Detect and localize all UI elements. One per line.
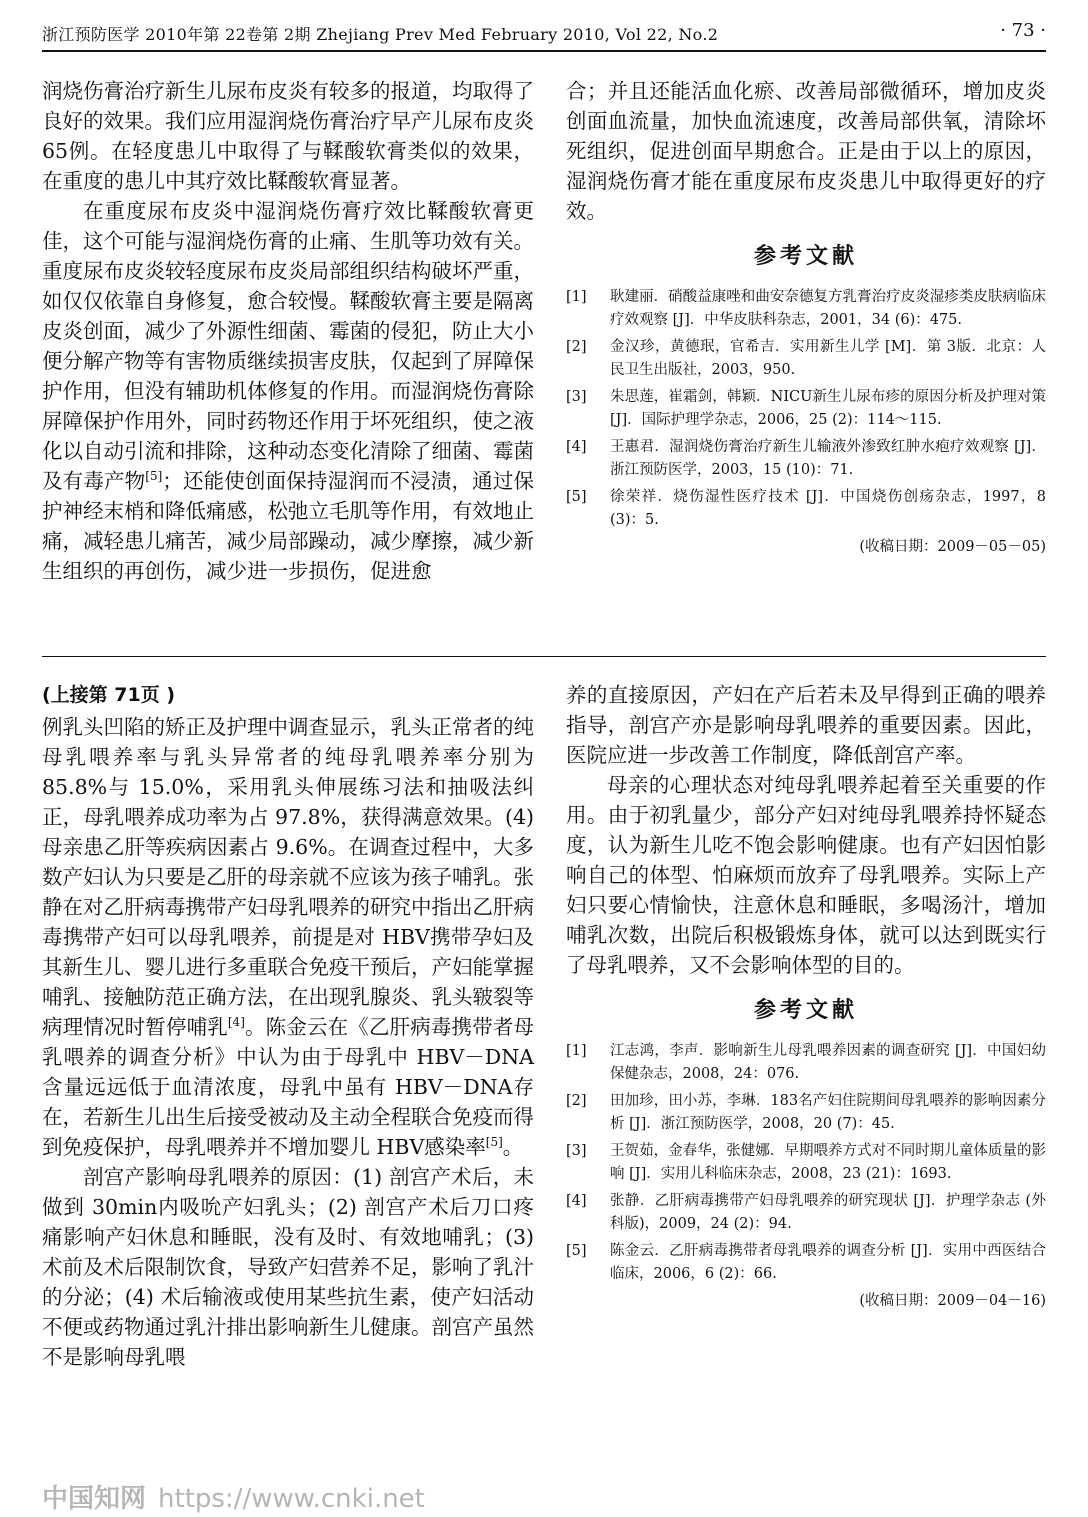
watermark-url: https://www.cnki.net	[158, 1484, 425, 1514]
reference-number: [5]	[566, 1243, 587, 1259]
reference-item	[566, 1240, 1046, 1286]
reference-text: 金汉珍，黄德珉，官希吉．实用新生儿学 [M]．第 3版．北京：人民卫生出版社，2003，950.	[610, 339, 1046, 378]
reference-text: 王惠君．湿润烧伤膏治疗新生儿输液外渗致红肿水疱疗效观察 [J]．浙江预防医学，2003，15 (10)：71.	[610, 439, 1046, 478]
body-paragraph: 合；并且还能活血化瘀、改善局部微循环，增加皮炎创面血流量，加快血流速度，改善局部供氧，清除坏死组织，促进创面早期愈合。正是由于以上的原因，湿润烧伤膏才能在重度尿布皮炎患儿中取得更好的疗效。	[566, 79, 1046, 223]
citation-marker[interactable]: [5]	[485, 1135, 503, 1150]
text-run: ；还能使创面保持湿润而不浸渍，通过保护神经末梢和降低痛感，松弛立毛肌等作用，有效地止痛，减轻患儿痛苦，减少局部躁动，减少摩擦，减少新生组织的再创伤，减少进一步损伤，促进愈	[42, 469, 535, 583]
received-date: (收稿日期：2009－05－05)	[859, 539, 1046, 555]
reference-number: [3]	[566, 1143, 587, 1159]
reference-item	[566, 386, 1046, 432]
top-column-left	[42, 76, 534, 586]
reference-text: 张静．乙肝病毒携带产妇母乳喂养的研究现状 [J]．护理学杂志 (外科版)，2009，24 (2)：94.	[610, 1193, 1046, 1232]
body-paragraph: 养的直接原因，产妇在产后若未及早得到正确的喂养指导，剖宫产亦是影响母乳喂养的重要因素。因此，医院应进一步改善工作制度，降低剖宫产率。	[566, 683, 1046, 767]
reference-text: 徐荣祥．烧伤湿性医疗技术 [J]．中国烧伤创疡杂志，1997，8 (3)：5.	[610, 489, 1046, 528]
body-paragraph	[42, 712, 534, 1162]
citation-marker[interactable]: [4]	[227, 1015, 245, 1030]
body-paragraph: 润烧伤膏治疗新生儿尿布皮炎有较多的报道，均取得了良好的效果。我们应用湿润烧伤膏治疗早产儿尿布皮炎 65例。在轻度患儿中取得了与鞣酸软膏类似的效果，在重度的患儿中其疗效比鞣酸软膏显著。	[42, 79, 534, 193]
references-heading: 参考文献	[753, 244, 858, 269]
header-rule	[42, 50, 1046, 52]
cnki-watermark	[42, 1478, 425, 1515]
reference-item	[566, 336, 1046, 382]
reference-text: 耿建丽．硝酸益康唑和曲安奈德复方乳膏治疗皮炎湿疹类皮肤病临床疗效观察 [J]．中华皮肤科杂志，2001，34 (6)：475.	[610, 289, 1046, 328]
running-header	[42, 20, 1046, 50]
journal-citation: 浙江预防医学 2010年第 22卷第 2期 Zhejiang Prev Med February 2010, Vol 22, No.2	[42, 25, 719, 44]
reference-number: [2]	[566, 339, 587, 355]
section-divider	[42, 656, 1046, 657]
watermark-brand: 中国知网	[42, 1484, 147, 1514]
reference-text: 田加珍，田小苏，李琳．183名产妇住院期间母乳喂养的影响因素分析 [J]．浙江预防医学，2008，20 (7)：45.	[610, 1093, 1046, 1132]
reference-item	[566, 436, 1046, 482]
bottom-column-left	[42, 680, 534, 1372]
reference-number: [1]	[566, 1043, 587, 1059]
body-paragraph: 剖宫产影响母乳喂养的原因：(1) 剖宫产术后，未做到 30min内吸吮产妇乳头；(2) 剖宫产术后刀口疼痛影响产妇休息和睡眠，没有及时、有效地哺乳；(3) 术前及术后限制饮食，导致产妇营养不足，影响了乳汁的分泌；(4) 术后输液或使用某些抗生素，使产妇活动不便或药物通过乳汁排出影响新生儿健康。剖宫产虽然不是影响母乳喂	[42, 1165, 534, 1369]
continued-from-label: (上接第 71页 )	[42, 684, 176, 706]
received-date: (收稿日期：2009－04－16)	[859, 1293, 1046, 1309]
reference-text: 江志鸿，李声．影响新生儿母乳喂养因素的调查研究 [J]．中国妇幼保健杂志，2008，24：076.	[610, 1043, 1046, 1082]
reference-number: [3]	[566, 389, 587, 405]
reference-item	[566, 486, 1046, 532]
references-heading: 参考文献	[753, 998, 858, 1023]
reference-item	[566, 1140, 1046, 1186]
body-paragraph: 母亲的心理状态对纯母乳喂养起着至关重要的作用。由于初乳量少，部分产妇对纯母乳喂养持怀疑态度，认为新生儿吃不饱会影响健康。也有产妇因怕影响自己的体型、怕麻烦而放弃了母乳喂养。实际上产妇只要心情愉快，注意休息和睡眠，多喝汤汁，增加哺乳次数，出院后积极锻炼身体，就可以达到既实行了母乳喂养，又不会影响体型的目的。	[566, 773, 1046, 977]
reference-item	[566, 1040, 1046, 1086]
reference-list	[566, 286, 1046, 532]
reference-list	[566, 1040, 1046, 1286]
reference-number: [5]	[566, 489, 587, 505]
text-run: 例乳头凹陷的矫正及护理中调查显示，乳头正常者的纯母乳喂养率与乳头异常者的纯母乳喂养率分别为 85.8%与 15.0%，采用乳头伸展练习法和抽吸法纠正，母乳喂养成功率为占 97.8%，获得满意效果。(4) 母亲患乙肝等疾病因素占 9.6%。在调查过程中，大多数产妇认为只要是乙肝的母亲就不应该为孩子哺乳。张静在对乙肝病毒携带产妇母乳喂养的研究中指出乙肝病毒携带产妇可以母乳喂养，前提是对 HBV携带孕妇及其新生儿、婴儿进行多重联合免疫干预后，产妇能掌握哺乳、接触防范正确方法，在出现乳腺炎、乳头皲裂等病理情况时暂停哺乳	[42, 715, 534, 1039]
reference-text: 王贺茹，金春华，张健娜．早期喂养方式对不同时期儿童体质量的影响 [J]．实用儿科临床杂志，2008，23 (21)：1693.	[610, 1143, 1046, 1182]
text-run: 在重度尿布皮炎中湿润烧伤膏疗效比鞣酸软膏更佳，这个可能与湿润烧伤膏的止痛、生肌等功效有关。重度尿布皮炎较轻度尿布皮炎局部组织结构破坏严重，如仅仅依靠自身修复，愈合较慢。鞣酸软膏主要是隔离皮炎创面，减少了外源性细菌、霉菌的侵犯，防止大小便分解产物等有害物质继续损害皮肤，仅起到了屏障保护作用，但没有辅助机体修复的作用。而湿润烧伤膏除屏障保护作用外，同时药物还作用于坏死组织，使之液化以自动引流和排除，这种动态变化清除了细菌、霉菌及有毒产物	[42, 199, 534, 493]
reference-text: 陈金云．乙肝病毒携带者母乳喂养的调查分析 [J]．实用中西医结合临床，2006，6 (2)：66.	[610, 1243, 1046, 1282]
reference-number: [1]	[566, 289, 587, 305]
top-column-right	[566, 76, 1046, 558]
reference-item	[566, 286, 1046, 332]
bottom-column-right	[566, 680, 1046, 1312]
page-number: · 73 ·	[1000, 20, 1046, 41]
reference-item	[566, 1190, 1046, 1236]
reference-number: [2]	[566, 1093, 587, 1109]
reference-item	[566, 1090, 1046, 1136]
reference-number: [4]	[566, 439, 587, 455]
citation-marker[interactable]: [5]	[145, 469, 163, 484]
text-run: 。	[502, 1135, 524, 1159]
reference-number: [4]	[566, 1193, 587, 1209]
reference-text: 朱思莲，崔霜剑，韩颖．NICU新生儿尿布疹的原因分析及护理对策 [J]．国际护理学杂志，2006，25 (2)：114～115.	[610, 389, 1046, 428]
text-run: 。陈金云在《乙肝病毒携带者母乳喂养的调查分析》中认为由于母乳中 HBV－DNA含量远远低于血清浓度，母乳中虽有 HBV－DNA存在，若新生儿出生后接受被动及主动全程联合免疫而得到免疫保护，母乳喂养并不增加婴儿 HBV感染率	[42, 1015, 535, 1159]
body-paragraph	[42, 196, 534, 586]
